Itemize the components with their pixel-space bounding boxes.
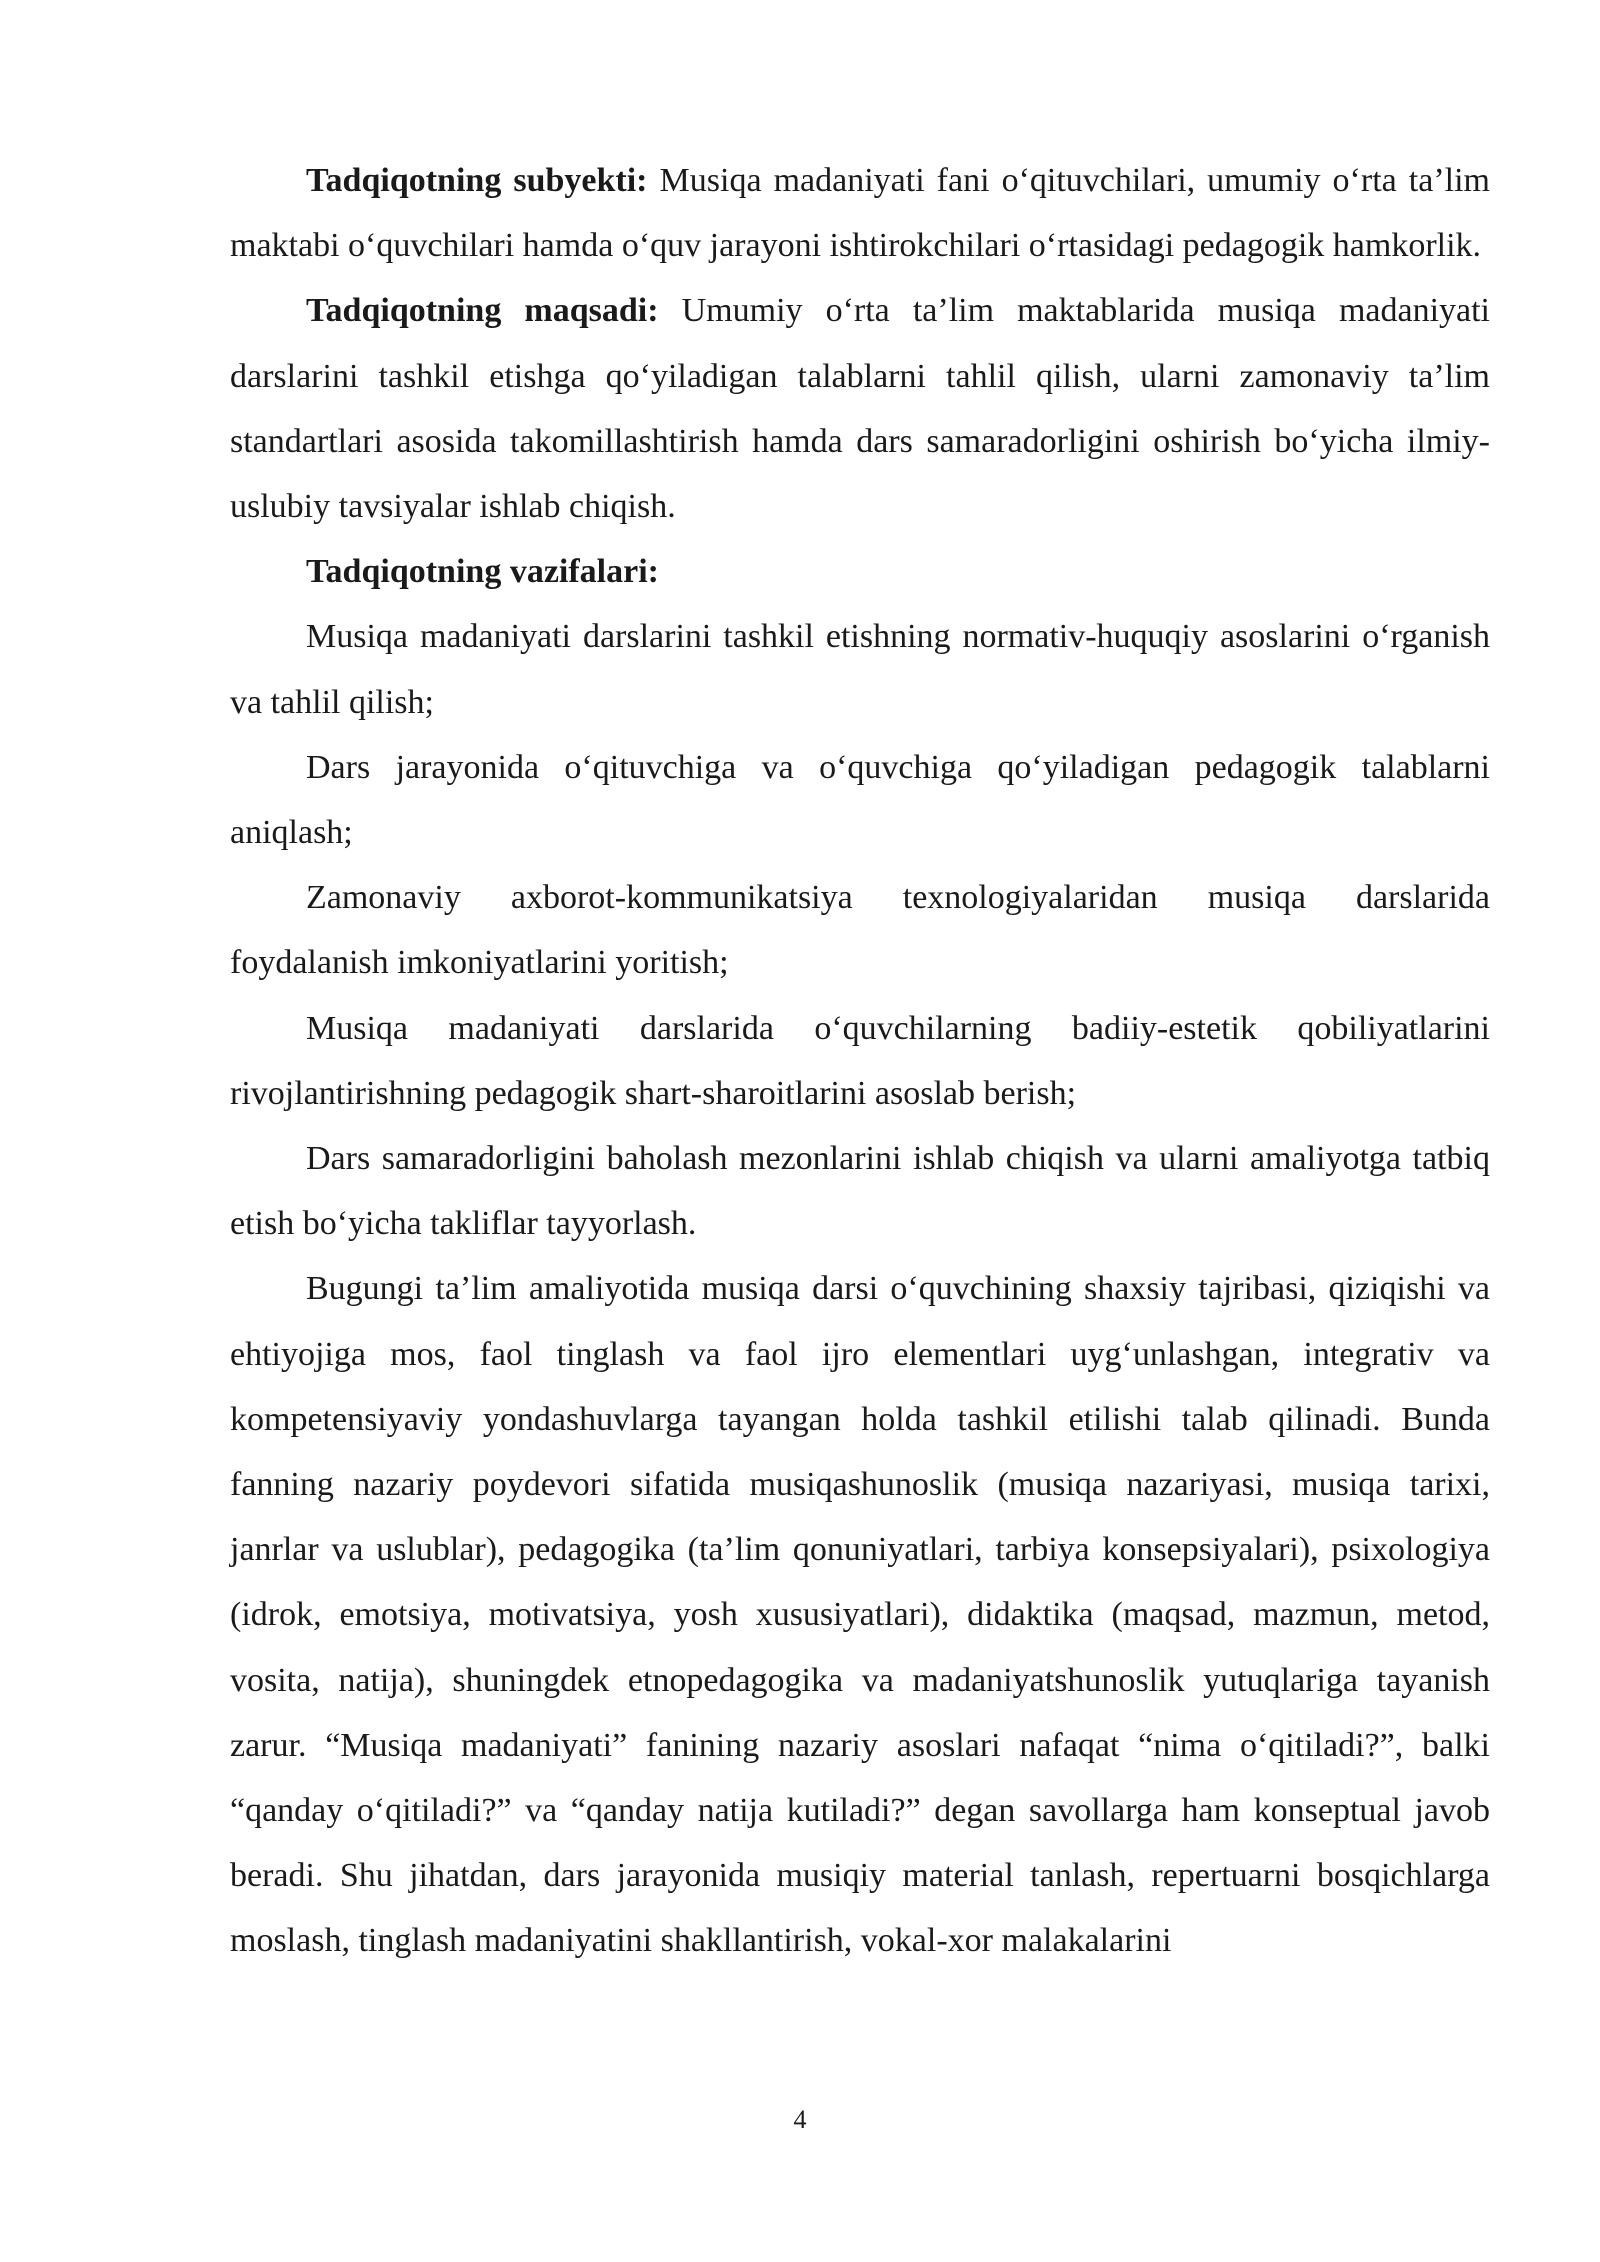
subject-text: Musiqa madaniyati fani o‘qituvchilari, umumiy o‘rta ta’lim maktabi o‘quvchilari hamda o‘quv jarayoni ishtirokchilari o‘rtasidagi pedagogik hamkorlik. [230,162,1490,265]
task-item: Musiqa madaniyati darslarida o‘quvchilarning badiiy-estetik qobiliyatlarini rivojlantirishning pedagogik shart-sharoitlarini asoslab berish; [230,1009,1490,1112]
subject-heading: Tadqiqotning subyekti: [306,162,648,199]
task-item: Musiqa madaniyati darslarini tashkil etishning normativ-huquqiy asoslarini o‘rganish va tahlil qilish; [230,618,1490,721]
page-number: 4 [793,2105,807,2134]
task-item: Dars samaradorligini baholash mezonlarini ishlab chiqish va ularni amaliyotga tatbiq etish bo‘yicha takliflar tayyorlash. [230,1140,1490,1243]
tasks-heading: Tadqiqotning vazifalari: [306,553,659,591]
task-item: Zamonaviy axborot-kommunikatsiya texnologiyalaridan musiqa darslarida foydalanish imkoniyatlarini yoritish; [230,879,1490,982]
body-paragraph: Bugungi ta’lim amaliyotida musiqa darsi o‘quvchining shaxsiy tajribasi, qiziqishi va ehtiyojiga mos, faol tinglash va faol ijro elementlari uyg‘unlashgan, integrativ va kompetensiyaviy yondashuvlarga tayangan holda tashkil etilishi talab qilinadi. Bunda fanning nazariy poydevori sifatida musiqashunoslik (musiqa nazariyasi, musiqa tarixi, janrlar va uslublar), pedagogika (ta’lim qonuniyatlari, tarbiya konsepsiyalari), psixologiya (idrok, emotsiya, motivatsiya, yosh xususiyatlari), didaktika (maqsad, mazmun, metod, vosita, natija), shuningdek etnopedagogika va madaniyatshunoslik yutuqlariga tayanish zarur. “Musiqa madaniyati” fanining nazariy asoslari nafaqat “nima o‘qitiladi?”, balki “qanday o‘qitiladi?” va “qanday natija kutiladi?” degan savollarga ham konseptual javob beradi. Shu jihatdan, dars jarayonida musiqiy material tanlash, repertuarni bosqichlarga moslash, tinglash madaniyatini shakllantirish, vokal-xor malakalarini [230,1270,1490,1960]
subject-paragraph [230,148,1490,278]
document-body [230,148,1490,1974]
goal-paragraph [230,278,1490,539]
task-item: Dars jarayonida o‘qituvchiga va o‘quvchiga qo‘yiladigan pedagogik talablarni aniqlash; [230,748,1490,852]
goal-heading: Tadqiqotning maqsadi: [306,292,659,330]
tasks-heading-paragraph [230,539,1490,604]
goal-text: Umumiy o‘rta ta’lim maktablarida musiqa madaniyati darslarini tashkil etishga qo‘yiladigan talablarni tahlil qilish, ularni zamonaviy ta’lim standartlari asosida takomillashtirish hamda dars samaradorligini oshirish bo‘yicha ilmiy-uslubiy tavsiyalar ishlab chiqish. [230,292,1491,526]
